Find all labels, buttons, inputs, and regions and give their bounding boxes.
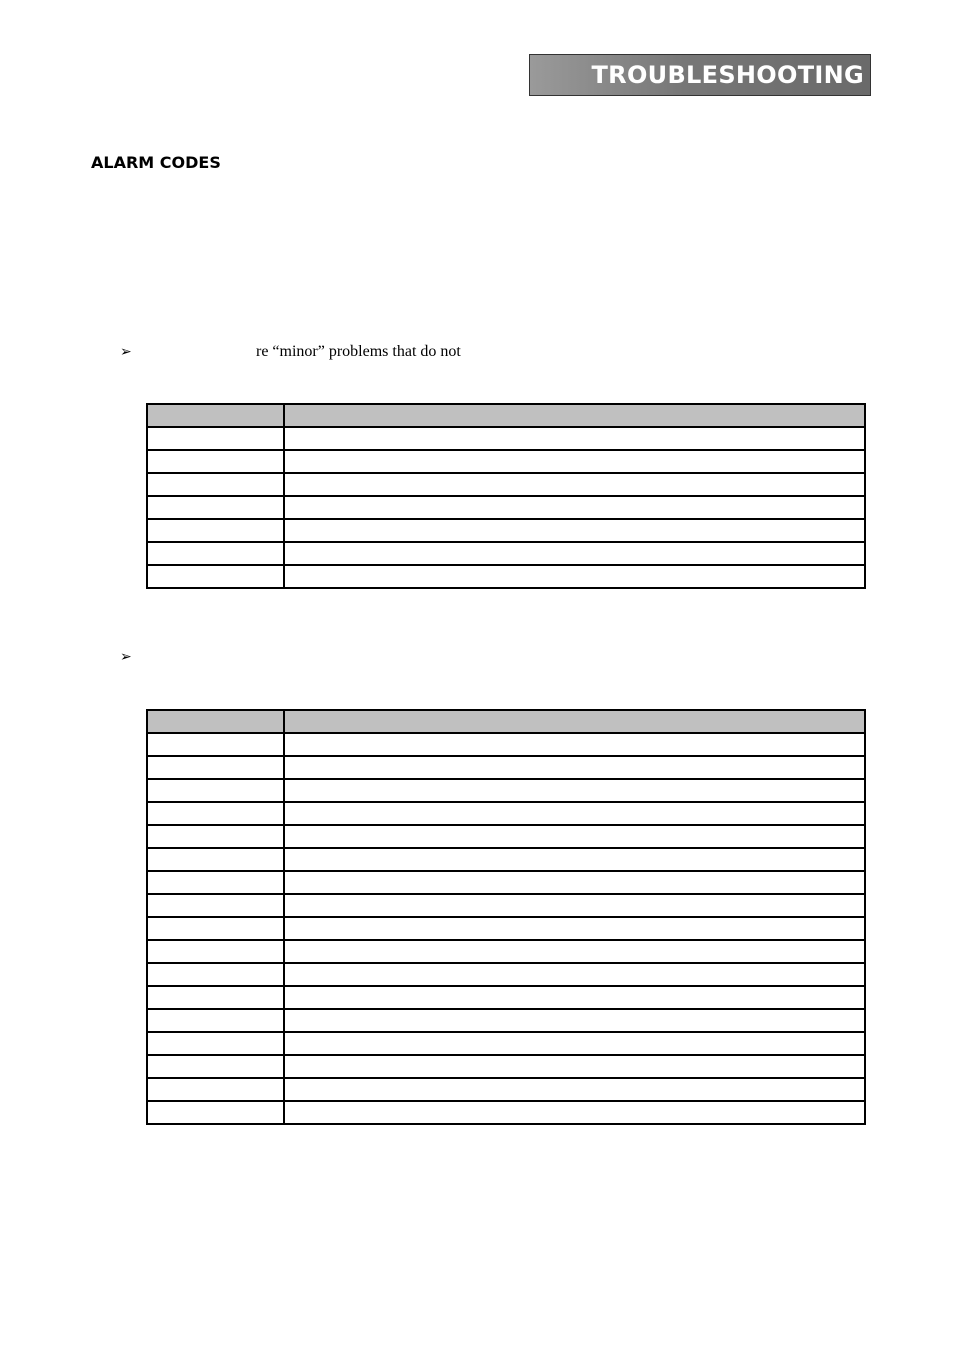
table-cell: [284, 779, 865, 802]
table-row: [147, 733, 865, 756]
table-cell: [284, 733, 865, 756]
table-row: [147, 825, 865, 848]
table-row: [147, 756, 865, 779]
table-cell: [147, 802, 284, 825]
table-header-cell: [147, 710, 284, 733]
table-row: [147, 940, 865, 963]
bullet-arrow-icon: ➢: [120, 649, 132, 665]
table-cell: [284, 473, 865, 496]
table-row: [147, 519, 865, 542]
table-cell: [284, 756, 865, 779]
table-header-cell: [147, 404, 284, 427]
table-cell: [284, 986, 865, 1009]
table-cell: [147, 756, 284, 779]
table-cell: [284, 542, 865, 565]
table-row: [147, 986, 865, 1009]
table-row: [147, 542, 865, 565]
table-row: [147, 427, 865, 450]
table-cell: [147, 917, 284, 940]
section-heading: ALARM CODES: [91, 153, 221, 172]
table-cell: [284, 1101, 865, 1124]
table-row: [147, 963, 865, 986]
table-cell: [284, 871, 865, 894]
table-cell: [147, 473, 284, 496]
table-row: [147, 1078, 865, 1101]
table-cell: [147, 986, 284, 1009]
table-header-row: [147, 710, 865, 733]
table-cell: [284, 917, 865, 940]
table-row: [147, 1032, 865, 1055]
bullet-arrow-icon: ➢: [120, 344, 132, 360]
table-row: [147, 848, 865, 871]
table-row: [147, 1055, 865, 1078]
header-banner: [529, 54, 871, 96]
table-cell: [147, 963, 284, 986]
table-row: [147, 871, 865, 894]
table-cell: [147, 825, 284, 848]
table-cell: [284, 1078, 865, 1101]
table-cell: [147, 427, 284, 450]
table-cell: [147, 519, 284, 542]
table-row: [147, 1101, 865, 1124]
table-cell: [147, 1078, 284, 1101]
table-cell: [284, 427, 865, 450]
alarm-table-minor: [146, 403, 866, 589]
table-cell: [284, 963, 865, 986]
table-cell: [284, 1009, 865, 1032]
table-cell: [284, 802, 865, 825]
table-cell: [147, 1032, 284, 1055]
table-row: [147, 894, 865, 917]
table-cell: [284, 848, 865, 871]
table-header-row: [147, 404, 865, 427]
table-cell: [284, 496, 865, 519]
bullet-text: re “minor” problems that do not: [256, 343, 461, 360]
table-cell: [147, 894, 284, 917]
table-cell: [147, 1101, 284, 1124]
table-row: [147, 473, 865, 496]
table-cell: [147, 1055, 284, 1078]
table-row: [147, 1009, 865, 1032]
table-cell: [147, 871, 284, 894]
table-row: [147, 779, 865, 802]
table-cell: [284, 940, 865, 963]
table-cell: [284, 894, 865, 917]
table-cell: [284, 825, 865, 848]
table-cell: [147, 1009, 284, 1032]
table-cell: [284, 450, 865, 473]
table-cell: [147, 565, 284, 588]
table-header-cell: [284, 710, 865, 733]
table-cell: [147, 450, 284, 473]
table-cell: [147, 733, 284, 756]
table-row: [147, 802, 865, 825]
table-cell: [147, 496, 284, 519]
alarm-table-second: [146, 709, 866, 1125]
table-cell: [284, 565, 865, 588]
table-header-cell: [284, 404, 865, 427]
header-title: TROUBLESHOOTING: [591, 61, 864, 89]
table-row: [147, 917, 865, 940]
table-cell: [147, 542, 284, 565]
table-cell: [284, 1032, 865, 1055]
table-cell: [147, 940, 284, 963]
table-cell: [147, 848, 284, 871]
table-cell: [284, 519, 865, 542]
table-row: [147, 450, 865, 473]
table-cell: [147, 779, 284, 802]
table-cell: [284, 1055, 865, 1078]
table-row: [147, 496, 865, 519]
table-row: [147, 565, 865, 588]
